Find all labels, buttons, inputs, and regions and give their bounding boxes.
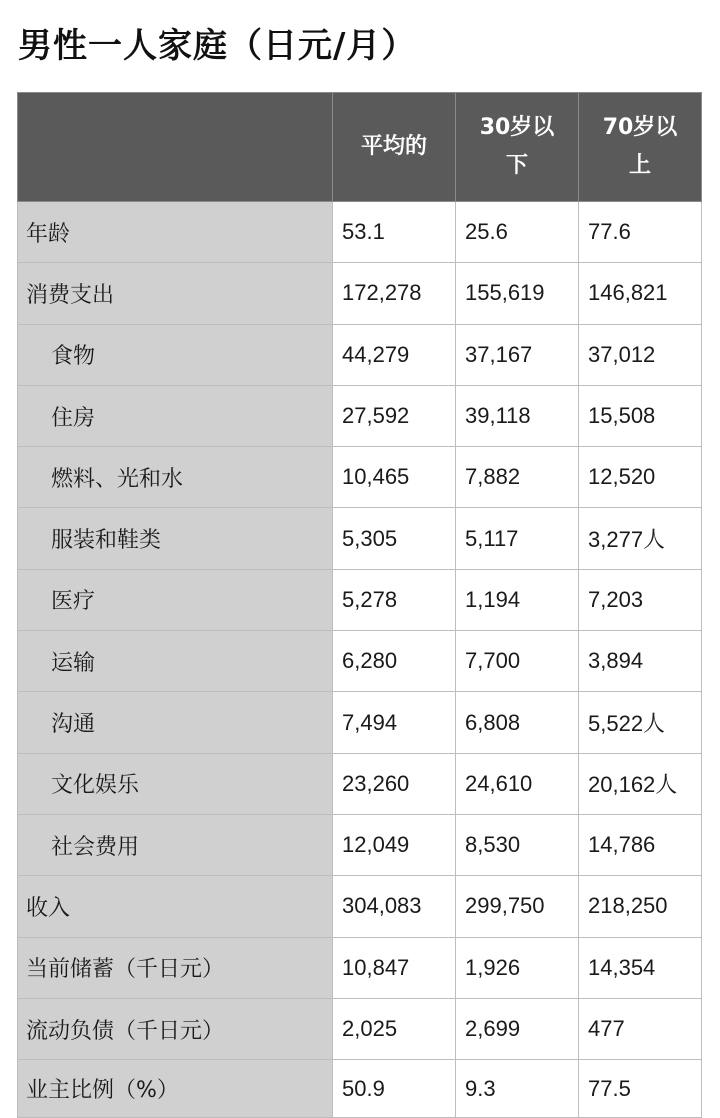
table-row [18, 447, 702, 508]
value-average: 27,592 [333, 385, 456, 446]
value-average: 6,280 [333, 631, 456, 692]
row-label: 消费支出 [18, 263, 333, 324]
value-under-30: 1,194 [456, 569, 579, 630]
value-average: 50.9 [333, 1060, 456, 1118]
value-average: 12,049 [333, 814, 456, 875]
value-average: 23,260 [333, 753, 456, 814]
table-row [18, 263, 702, 324]
table-body [18, 202, 702, 1118]
row-label: 社会费用 [18, 814, 333, 875]
row-label: 文化娱乐 [18, 753, 333, 814]
table-row [18, 937, 702, 998]
value-over-70: 7,203 [579, 569, 702, 630]
value-average: 5,305 [333, 508, 456, 569]
value-average: 304,083 [333, 876, 456, 937]
page-title: 男性一人家庭（日元/月） [18, 26, 417, 66]
table-row [18, 692, 702, 753]
household-spending-table [17, 92, 702, 1118]
value-over-70: 3,277人 [579, 508, 702, 569]
table-row [18, 202, 702, 263]
value-under-30: 5,117 [456, 508, 579, 569]
table-row [18, 1060, 702, 1118]
table-row [18, 753, 702, 814]
value-under-30: 39,118 [456, 385, 579, 446]
value-average: 10,847 [333, 937, 456, 998]
row-label: 运输 [18, 631, 333, 692]
row-label: 流动负债（千日元） [18, 998, 333, 1059]
value-under-30: 2,699 [456, 998, 579, 1059]
value-under-30: 1,926 [456, 937, 579, 998]
value-under-30: 37,167 [456, 324, 579, 385]
header-row [18, 93, 702, 202]
column-header-average: 平均的 [333, 93, 456, 202]
row-label: 住房 [18, 385, 333, 446]
value-over-70: 15,508 [579, 385, 702, 446]
value-under-30: 6,808 [456, 692, 579, 753]
table-row [18, 324, 702, 385]
value-under-30: 8,530 [456, 814, 579, 875]
table-row [18, 385, 702, 446]
value-over-70: 14,354 [579, 937, 702, 998]
table-row [18, 876, 702, 937]
table-row [18, 508, 702, 569]
value-under-30: 155,619 [456, 263, 579, 324]
table-row [18, 569, 702, 630]
row-label: 服装和鞋类 [18, 508, 333, 569]
table-row [18, 998, 702, 1059]
value-average: 7,494 [333, 692, 456, 753]
row-label: 业主比例（%） [18, 1060, 333, 1118]
row-label: 沟通 [18, 692, 333, 753]
value-average: 44,279 [333, 324, 456, 385]
table-row [18, 814, 702, 875]
row-label: 食物 [18, 324, 333, 385]
value-over-70: 77.5 [579, 1060, 702, 1118]
value-over-70: 5,522人 [579, 692, 702, 753]
value-average: 2,025 [333, 998, 456, 1059]
value-over-70: 77.6 [579, 202, 702, 263]
value-under-30: 7,700 [456, 631, 579, 692]
value-under-30: 7,882 [456, 447, 579, 508]
row-label: 燃料、光和水 [18, 447, 333, 508]
value-under-30: 9.3 [456, 1060, 579, 1118]
row-label: 年龄 [18, 202, 333, 263]
value-under-30: 25.6 [456, 202, 579, 263]
value-average: 172,278 [333, 263, 456, 324]
row-label: 医疗 [18, 569, 333, 630]
value-over-70: 20,162人 [579, 753, 702, 814]
value-over-70: 14,786 [579, 814, 702, 875]
value-over-70: 3,894 [579, 631, 702, 692]
header-corner-cell [18, 93, 333, 202]
value-over-70: 218,250 [579, 876, 702, 937]
row-label: 收入 [18, 876, 333, 937]
value-over-70: 12,520 [579, 447, 702, 508]
value-under-30: 299,750 [456, 876, 579, 937]
value-under-30: 24,610 [456, 753, 579, 814]
value-over-70: 477 [579, 998, 702, 1059]
table-row [18, 631, 702, 692]
value-average: 53.1 [333, 202, 456, 263]
value-average: 5,278 [333, 569, 456, 630]
column-header-under-30: 30岁以下 [456, 93, 579, 202]
value-over-70: 146,821 [579, 263, 702, 324]
row-label: 当前储蓄（千日元） [18, 937, 333, 998]
value-over-70: 37,012 [579, 324, 702, 385]
column-header-over-70: 70岁以上 [579, 93, 702, 202]
value-average: 10,465 [333, 447, 456, 508]
